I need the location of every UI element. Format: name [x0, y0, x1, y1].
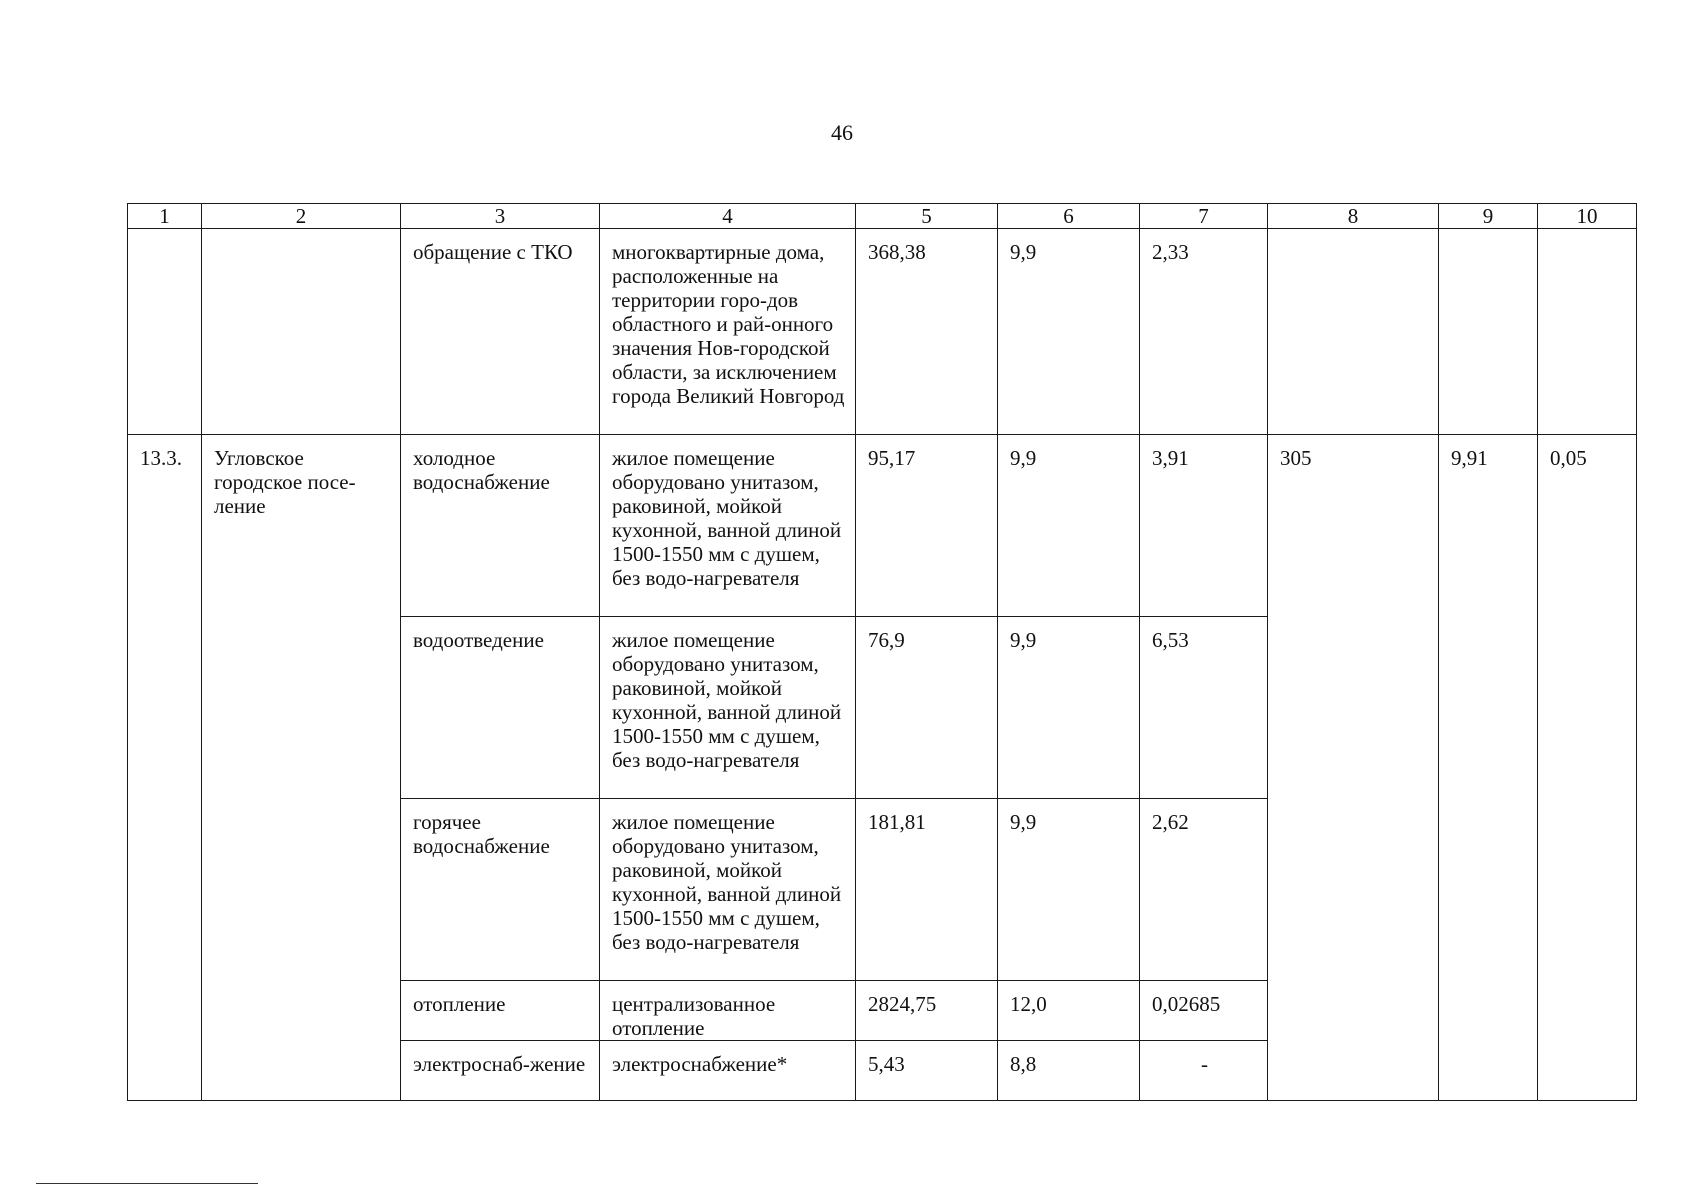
cell-description: жилое помещение оборудовано унитазом, раковиной, мойкой кухонной, ванной длиной 1500-1550 мм с душем, без водо-нагревателя — [600, 799, 856, 981]
table-row-tko — [128, 229, 1637, 435]
cell-value-6: 8,8 — [998, 1041, 1140, 1101]
page-number: 46 — [831, 120, 853, 145]
cell-value-5: 95,17 — [856, 435, 998, 617]
cell-value-7: 2,62 — [1140, 799, 1268, 981]
cell-value-6: 9,9 — [998, 435, 1140, 617]
cell-description: электроснабжение* — [600, 1041, 856, 1101]
cell-value-7: 3,91 — [1140, 435, 1268, 617]
cell-value-9-empty — [1439, 229, 1538, 435]
column-header: 5 — [856, 204, 998, 229]
cell-service: отопление — [401, 981, 600, 1041]
cell-value-5: 181,81 — [856, 799, 998, 981]
cell-value-7: 0,02685 — [1140, 981, 1268, 1041]
cell-value-10: 0,05 — [1538, 435, 1637, 1101]
column-header: 4 — [600, 204, 856, 229]
cell-service: электроснаб-жение — [401, 1041, 600, 1101]
cell-description: жилое помещение оборудовано унитазом, раковиной, мойкой кухонной, ванной длиной 1500-1550 мм с душем, без водо-нагревателя — [600, 617, 856, 799]
cell-service: обращение с ТКО — [401, 229, 600, 435]
footnote-divider — [36, 1183, 258, 1184]
cell-value-10-empty — [1538, 229, 1637, 435]
cell-value-6: 9,9 — [998, 799, 1140, 981]
column-header: 10 — [1538, 204, 1637, 229]
tariff-table — [127, 203, 1637, 1101]
column-header: 1 — [128, 204, 202, 229]
cell-description: многоквартирные дома, расположенные на территории горо-дов областного и рай-онного значения Нов-городской области, за исключением города Великий Новгород — [600, 229, 856, 435]
cell-number-empty — [128, 229, 202, 435]
cell-value-7: 2,33 — [1140, 229, 1268, 435]
cell-value-6: 9,9 — [998, 229, 1140, 435]
cell-value-8-empty — [1268, 229, 1439, 435]
column-header: 3 — [401, 204, 600, 229]
column-header: 7 — [1140, 204, 1268, 229]
cell-settlement-empty — [202, 229, 401, 435]
cell-description: централизованное отопление — [600, 981, 856, 1041]
cell-value-7: - — [1140, 1041, 1268, 1101]
cell-value-6: 12,0 — [998, 981, 1140, 1041]
column-header: 8 — [1268, 204, 1439, 229]
cell-value-5: 5,43 — [856, 1041, 998, 1101]
cell-value-8: 305 — [1268, 435, 1439, 1101]
column-header: 6 — [998, 204, 1140, 229]
cell-value-9: 9,91 — [1439, 435, 1538, 1101]
cell-value-5: 76,9 — [856, 617, 998, 799]
table-header-row — [128, 204, 1637, 229]
table-row-cold-water — [128, 435, 1637, 617]
cell-value-5: 368,38 — [856, 229, 998, 435]
cell-value-5: 2824,75 — [856, 981, 998, 1041]
cell-item-number: 13.3. — [128, 435, 202, 1101]
column-header: 2 — [202, 204, 401, 229]
column-header: 9 — [1439, 204, 1538, 229]
cell-service: горячее водоснабжение — [401, 799, 600, 981]
cell-settlement: Угловское городское посе-ление — [202, 435, 401, 1101]
cell-value-6: 9,9 — [998, 617, 1140, 799]
cell-service: водоотведение — [401, 617, 600, 799]
cell-service: холодное водоснабжение — [401, 435, 600, 617]
cell-value-7: 6,53 — [1140, 617, 1268, 799]
cell-description: жилое помещение оборудовано унитазом, раковиной, мойкой кухонной, ванной длиной 1500-1550 мм с душем, без водо-нагревателя — [600, 435, 856, 617]
